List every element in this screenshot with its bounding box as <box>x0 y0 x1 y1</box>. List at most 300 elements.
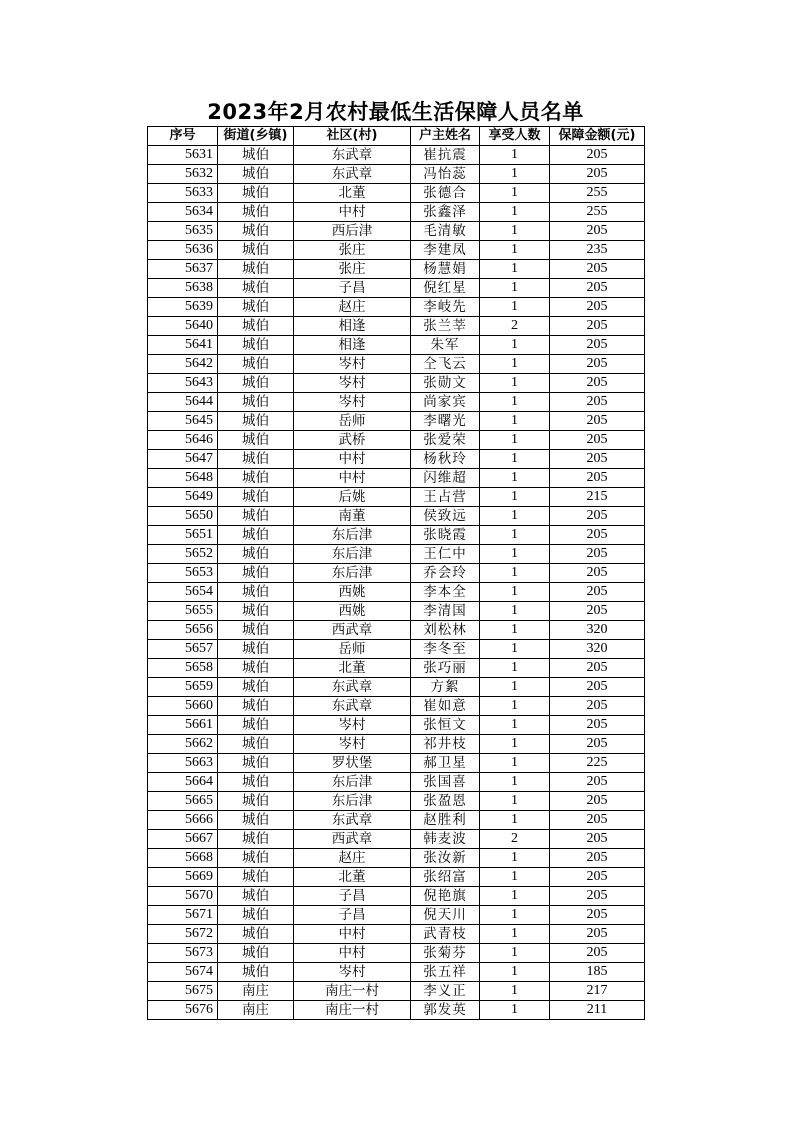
serial-number-cell: 5642 <box>148 355 218 374</box>
amount-cell: 205 <box>550 906 645 925</box>
subdistrict-cell: 城伯 <box>218 165 294 184</box>
amount-cell: 235 <box>550 241 645 260</box>
community-cell: 岳师 <box>294 412 411 431</box>
subdistrict-cell: 城伯 <box>218 925 294 944</box>
table-row <box>148 640 645 659</box>
community-cell: 东武章 <box>294 678 411 697</box>
subdistrict-cell: 城伯 <box>218 640 294 659</box>
serial-number-cell: 5676 <box>148 1001 218 1020</box>
table-row <box>148 298 645 317</box>
subdistrict-cell: 城伯 <box>218 754 294 773</box>
serial-number-cell: 5634 <box>148 203 218 222</box>
serial-number-cell: 5673 <box>148 944 218 963</box>
persons-count-cell: 1 <box>480 412 550 431</box>
subdistrict-cell: 南庄 <box>218 982 294 1001</box>
header-serial-number: 序号 <box>148 127 218 146</box>
serial-number-cell: 5655 <box>148 602 218 621</box>
householder-name-cell: 崔抗震 <box>411 146 480 165</box>
serial-number-cell: 5664 <box>148 773 218 792</box>
community-cell: 岳师 <box>294 640 411 659</box>
householder-name-cell: 毛清敏 <box>411 222 480 241</box>
table-row <box>148 716 645 735</box>
subdistrict-cell: 城伯 <box>218 450 294 469</box>
householder-name-cell: 张五祥 <box>411 963 480 982</box>
table-row <box>148 279 645 298</box>
subdistrict-cell: 南庄 <box>218 1001 294 1020</box>
community-cell: 东后津 <box>294 773 411 792</box>
householder-name-cell: 韩麦波 <box>411 830 480 849</box>
householder-name-cell: 杨慧娟 <box>411 260 480 279</box>
persons-count-cell: 1 <box>480 203 550 222</box>
subdistrict-cell: 城伯 <box>218 678 294 697</box>
table-row <box>148 754 645 773</box>
serial-number-cell: 5674 <box>148 963 218 982</box>
serial-number-cell: 5666 <box>148 811 218 830</box>
persons-count-cell: 1 <box>480 754 550 773</box>
serial-number-cell: 5649 <box>148 488 218 507</box>
community-cell: 岑村 <box>294 393 411 412</box>
persons-count-cell: 1 <box>480 697 550 716</box>
serial-number-cell: 5669 <box>148 868 218 887</box>
subdistrict-cell: 城伯 <box>218 203 294 222</box>
community-cell: 中村 <box>294 925 411 944</box>
persons-count-cell: 1 <box>480 279 550 298</box>
serial-number-cell: 5636 <box>148 241 218 260</box>
subdistrict-cell: 城伯 <box>218 792 294 811</box>
table-row <box>148 792 645 811</box>
amount-cell: 205 <box>550 849 645 868</box>
persons-count-cell: 1 <box>480 355 550 374</box>
persons-count-cell: 1 <box>480 184 550 203</box>
amount-cell: 225 <box>550 754 645 773</box>
amount-cell: 205 <box>550 716 645 735</box>
subdistrict-cell: 城伯 <box>218 241 294 260</box>
persons-count-cell: 1 <box>480 906 550 925</box>
community-cell: 赵庄 <box>294 849 411 868</box>
amount-cell: 205 <box>550 583 645 602</box>
amount-cell: 205 <box>550 146 645 165</box>
amount-cell: 205 <box>550 811 645 830</box>
persons-count-cell: 1 <box>480 545 550 564</box>
persons-count-cell: 1 <box>480 773 550 792</box>
householder-name-cell: 王仁中 <box>411 545 480 564</box>
table-row <box>148 773 645 792</box>
persons-count-cell: 1 <box>480 564 550 583</box>
householder-name-cell: 赵胜利 <box>411 811 480 830</box>
table-row <box>148 488 645 507</box>
table-row <box>148 507 645 526</box>
persons-count-cell: 1 <box>480 811 550 830</box>
persons-count-cell: 1 <box>480 982 550 1001</box>
persons-count-cell: 1 <box>480 621 550 640</box>
subdistrict-cell: 城伯 <box>218 317 294 336</box>
table-row <box>148 450 645 469</box>
serial-number-cell: 5660 <box>148 697 218 716</box>
householder-name-cell: 倪红星 <box>411 279 480 298</box>
document-sheet <box>147 98 644 1020</box>
table-row <box>148 602 645 621</box>
community-cell: 子昌 <box>294 906 411 925</box>
serial-number-cell: 5672 <box>148 925 218 944</box>
amount-cell: 217 <box>550 982 645 1001</box>
persons-count-cell: 1 <box>480 640 550 659</box>
community-cell: 相逢 <box>294 317 411 336</box>
persons-count-cell: 1 <box>480 336 550 355</box>
serial-number-cell: 5633 <box>148 184 218 203</box>
community-cell: 岑村 <box>294 355 411 374</box>
amount-cell: 320 <box>550 640 645 659</box>
community-cell: 东武章 <box>294 811 411 830</box>
amount-cell: 205 <box>550 678 645 697</box>
serial-number-cell: 5670 <box>148 887 218 906</box>
serial-number-cell: 5645 <box>148 412 218 431</box>
householder-name-cell: 杨秋玲 <box>411 450 480 469</box>
subdistrict-cell: 城伯 <box>218 336 294 355</box>
table-row <box>148 355 645 374</box>
table-row <box>148 944 645 963</box>
amount-cell: 205 <box>550 659 645 678</box>
subdistrict-cell: 城伯 <box>218 602 294 621</box>
table-header-row <box>148 127 645 146</box>
householder-name-cell: 李岐先 <box>411 298 480 317</box>
householder-name-cell: 崔如意 <box>411 697 480 716</box>
subdistrict-cell: 城伯 <box>218 564 294 583</box>
table-row <box>148 469 645 488</box>
header-subdistrict: 街道(乡镇) <box>218 127 294 146</box>
amount-cell: 205 <box>550 450 645 469</box>
amount-cell: 205 <box>550 602 645 621</box>
amount-cell: 205 <box>550 697 645 716</box>
amount-cell: 320 <box>550 621 645 640</box>
community-cell: 南庄一村 <box>294 982 411 1001</box>
amount-cell: 211 <box>550 1001 645 1020</box>
persons-count-cell: 1 <box>480 488 550 507</box>
subdistrict-cell: 城伯 <box>218 963 294 982</box>
householder-name-cell: 李清国 <box>411 602 480 621</box>
table-row <box>148 887 645 906</box>
persons-count-cell: 1 <box>480 298 550 317</box>
serial-number-cell: 5675 <box>148 982 218 1001</box>
persons-count-cell: 1 <box>480 735 550 754</box>
subdistrict-cell: 城伯 <box>218 659 294 678</box>
persons-count-cell: 1 <box>480 925 550 944</box>
table-row <box>148 393 645 412</box>
householder-name-cell: 王占营 <box>411 488 480 507</box>
subdistrict-cell: 城伯 <box>218 222 294 241</box>
serial-number-cell: 5656 <box>148 621 218 640</box>
table-row <box>148 260 645 279</box>
table-row <box>148 165 645 184</box>
serial-number-cell: 5667 <box>148 830 218 849</box>
householder-name-cell: 张菊芬 <box>411 944 480 963</box>
amount-cell: 205 <box>550 507 645 526</box>
community-cell: 北董 <box>294 868 411 887</box>
table-row <box>148 146 645 165</box>
householder-name-cell: 郭发英 <box>411 1001 480 1020</box>
householder-name-cell: 武青枝 <box>411 925 480 944</box>
householder-name-cell: 闪维超 <box>411 469 480 488</box>
householder-name-cell: 李建凤 <box>411 241 480 260</box>
amount-cell: 205 <box>550 792 645 811</box>
subdistrict-cell: 城伯 <box>218 545 294 564</box>
householder-name-cell: 祁井枝 <box>411 735 480 754</box>
community-cell: 西武章 <box>294 830 411 849</box>
subdistrict-cell: 城伯 <box>218 374 294 393</box>
subdistrict-cell: 城伯 <box>218 469 294 488</box>
table-row <box>148 982 645 1001</box>
community-cell: 南董 <box>294 507 411 526</box>
amount-cell: 205 <box>550 317 645 336</box>
serial-number-cell: 5643 <box>148 374 218 393</box>
amount-cell: 205 <box>550 279 645 298</box>
persons-count-cell: 1 <box>480 602 550 621</box>
persons-count-cell: 1 <box>480 374 550 393</box>
subdistrict-cell: 城伯 <box>218 488 294 507</box>
community-cell: 岑村 <box>294 963 411 982</box>
table-row <box>148 925 645 944</box>
table-row <box>148 184 645 203</box>
persons-count-cell: 1 <box>480 659 550 678</box>
subdistrict-cell: 城伯 <box>218 260 294 279</box>
amount-cell: 205 <box>550 469 645 488</box>
persons-count-cell: 1 <box>480 507 550 526</box>
serial-number-cell: 5635 <box>148 222 218 241</box>
community-cell: 岑村 <box>294 716 411 735</box>
amount-cell: 205 <box>550 355 645 374</box>
table-row <box>148 526 645 545</box>
amount-cell: 205 <box>550 336 645 355</box>
amount-cell: 205 <box>550 374 645 393</box>
householder-name-cell: 张鑫泽 <box>411 203 480 222</box>
householder-name-cell: 方絮 <box>411 678 480 697</box>
table-row <box>148 564 645 583</box>
householder-name-cell: 张巧丽 <box>411 659 480 678</box>
table-row <box>148 317 645 336</box>
persons-count-cell: 1 <box>480 716 550 735</box>
persons-count-cell: 1 <box>480 431 550 450</box>
community-cell: 岑村 <box>294 374 411 393</box>
header-amount: 保障金额(元) <box>550 127 645 146</box>
subdistrict-cell: 城伯 <box>218 184 294 203</box>
amount-cell: 205 <box>550 393 645 412</box>
amount-cell: 205 <box>550 545 645 564</box>
table-row <box>148 659 645 678</box>
householder-name-cell: 倪艳旗 <box>411 887 480 906</box>
persons-count-cell: 1 <box>480 944 550 963</box>
persons-count-cell: 1 <box>480 146 550 165</box>
amount-cell: 205 <box>550 944 645 963</box>
householder-name-cell: 尚家宾 <box>411 393 480 412</box>
subdistrict-cell: 城伯 <box>218 583 294 602</box>
subdistrict-cell: 城伯 <box>218 697 294 716</box>
subdistrict-cell: 城伯 <box>218 507 294 526</box>
amount-cell: 255 <box>550 203 645 222</box>
subdistrict-cell: 城伯 <box>218 621 294 640</box>
community-cell: 西后津 <box>294 222 411 241</box>
table-row <box>148 222 645 241</box>
householder-name-cell: 朱军 <box>411 336 480 355</box>
subdistrict-cell: 城伯 <box>218 811 294 830</box>
subdistrict-cell: 城伯 <box>218 849 294 868</box>
householder-name-cell: 李本全 <box>411 583 480 602</box>
amount-cell: 205 <box>550 868 645 887</box>
community-cell: 中村 <box>294 203 411 222</box>
table-row <box>148 868 645 887</box>
householder-name-cell: 乔会玲 <box>411 564 480 583</box>
community-cell: 西姚 <box>294 583 411 602</box>
persons-count-cell: 2 <box>480 830 550 849</box>
community-cell: 赵庄 <box>294 298 411 317</box>
serial-number-cell: 5663 <box>148 754 218 773</box>
subdistrict-cell: 城伯 <box>218 393 294 412</box>
serial-number-cell: 5665 <box>148 792 218 811</box>
amount-cell: 205 <box>550 564 645 583</box>
amount-cell: 205 <box>550 830 645 849</box>
householder-name-cell: 仝飞云 <box>411 355 480 374</box>
persons-count-cell: 2 <box>480 317 550 336</box>
table-row <box>148 697 645 716</box>
householder-name-cell: 张晓霞 <box>411 526 480 545</box>
community-cell: 子昌 <box>294 887 411 906</box>
table-row <box>148 203 645 222</box>
page-title: 2023年2月农村最低生活保障人员名单 <box>207 100 584 124</box>
community-cell: 相逢 <box>294 336 411 355</box>
subdistrict-cell: 城伯 <box>218 773 294 792</box>
householder-name-cell: 张兰莘 <box>411 317 480 336</box>
subdistrict-cell: 城伯 <box>218 830 294 849</box>
persons-count-cell: 1 <box>480 868 550 887</box>
amount-cell: 255 <box>550 184 645 203</box>
serial-number-cell: 5657 <box>148 640 218 659</box>
subdistrict-cell: 城伯 <box>218 716 294 735</box>
header-householder-name: 户主姓名 <box>411 127 480 146</box>
table-row <box>148 811 645 830</box>
community-cell: 南庄一村 <box>294 1001 411 1020</box>
table-row <box>148 241 645 260</box>
community-cell: 北董 <box>294 184 411 203</box>
community-cell: 罗状堡 <box>294 754 411 773</box>
persons-count-cell: 1 <box>480 583 550 602</box>
householder-name-cell: 李曙光 <box>411 412 480 431</box>
persons-count-cell: 1 <box>480 887 550 906</box>
amount-cell: 205 <box>550 412 645 431</box>
community-cell: 中村 <box>294 450 411 469</box>
persons-count-cell: 1 <box>480 222 550 241</box>
community-cell: 东后津 <box>294 792 411 811</box>
persons-count-cell: 1 <box>480 792 550 811</box>
community-cell: 中村 <box>294 944 411 963</box>
serial-number-cell: 5637 <box>148 260 218 279</box>
header-community: 社区(村) <box>294 127 411 146</box>
serial-number-cell: 5651 <box>148 526 218 545</box>
amount-cell: 215 <box>550 488 645 507</box>
community-cell: 子昌 <box>294 279 411 298</box>
householder-name-cell: 郝卫星 <box>411 754 480 773</box>
householder-name-cell: 李冬至 <box>411 640 480 659</box>
table-row <box>148 849 645 868</box>
community-cell: 东后津 <box>294 545 411 564</box>
table-row <box>148 431 645 450</box>
table-row <box>148 830 645 849</box>
amount-cell: 205 <box>550 222 645 241</box>
subdistrict-cell: 城伯 <box>218 431 294 450</box>
community-cell: 张庄 <box>294 241 411 260</box>
table-row <box>148 621 645 640</box>
persons-count-cell: 1 <box>480 241 550 260</box>
community-cell: 东后津 <box>294 526 411 545</box>
table-row <box>148 583 645 602</box>
subdistrict-cell: 城伯 <box>218 146 294 165</box>
persons-count-cell: 1 <box>480 165 550 184</box>
community-cell: 后姚 <box>294 488 411 507</box>
subdistrict-cell: 城伯 <box>218 526 294 545</box>
serial-number-cell: 5639 <box>148 298 218 317</box>
table-row <box>148 412 645 431</box>
serial-number-cell: 5659 <box>148 678 218 697</box>
amount-cell: 205 <box>550 260 645 279</box>
community-cell: 东武章 <box>294 697 411 716</box>
serial-number-cell: 5646 <box>148 431 218 450</box>
amount-cell: 205 <box>550 298 645 317</box>
table-row <box>148 336 645 355</box>
householder-name-cell: 张盈恩 <box>411 792 480 811</box>
serial-number-cell: 5668 <box>148 849 218 868</box>
community-cell: 北董 <box>294 659 411 678</box>
subdistrict-cell: 城伯 <box>218 868 294 887</box>
subdistrict-cell: 城伯 <box>218 906 294 925</box>
serial-number-cell: 5632 <box>148 165 218 184</box>
community-cell: 东武章 <box>294 146 411 165</box>
subdistrict-cell: 城伯 <box>218 944 294 963</box>
amount-cell: 205 <box>550 773 645 792</box>
serial-number-cell: 5631 <box>148 146 218 165</box>
serial-number-cell: 5661 <box>148 716 218 735</box>
community-cell: 西姚 <box>294 602 411 621</box>
table-row <box>148 735 645 754</box>
persons-count-cell: 1 <box>480 526 550 545</box>
amount-cell: 185 <box>550 963 645 982</box>
householder-name-cell: 张勋文 <box>411 374 480 393</box>
persons-count-cell: 1 <box>480 963 550 982</box>
serial-number-cell: 5640 <box>148 317 218 336</box>
subdistrict-cell: 城伯 <box>218 412 294 431</box>
amount-cell: 205 <box>550 431 645 450</box>
table-row <box>148 1001 645 1020</box>
persons-count-cell: 1 <box>480 678 550 697</box>
subdistrict-cell: 城伯 <box>218 887 294 906</box>
serial-number-cell: 5653 <box>148 564 218 583</box>
amount-cell: 205 <box>550 165 645 184</box>
householder-name-cell: 倪天川 <box>411 906 480 925</box>
assistance-list-table <box>147 126 645 1020</box>
table-row <box>148 545 645 564</box>
amount-cell: 205 <box>550 887 645 906</box>
subdistrict-cell: 城伯 <box>218 355 294 374</box>
householder-name-cell: 张爱荣 <box>411 431 480 450</box>
table-row <box>148 963 645 982</box>
serial-number-cell: 5662 <box>148 735 218 754</box>
serial-number-cell: 5650 <box>148 507 218 526</box>
community-cell: 中村 <box>294 469 411 488</box>
table-row <box>148 678 645 697</box>
community-cell: 张庄 <box>294 260 411 279</box>
persons-count-cell: 1 <box>480 393 550 412</box>
householder-name-cell: 张恒文 <box>411 716 480 735</box>
subdistrict-cell: 城伯 <box>218 279 294 298</box>
householder-name-cell: 张国喜 <box>411 773 480 792</box>
persons-count-cell: 1 <box>480 849 550 868</box>
amount-cell: 205 <box>550 925 645 944</box>
